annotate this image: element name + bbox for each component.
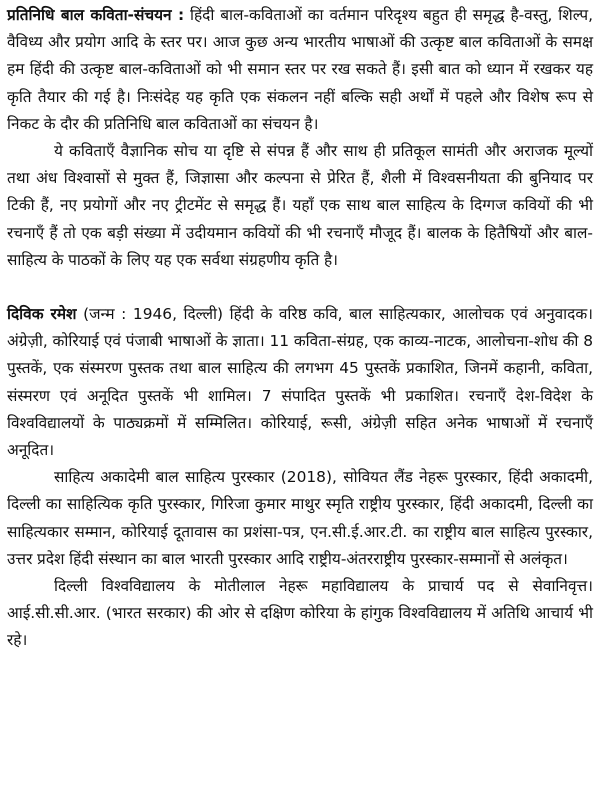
author-career-paragraph: दिल्ली विश्वविद्यालय के मोतीलाल नेहरू महाविद्यालय के प्राचार्य पद से सेवानिवृत्त। आई.सी.सी.आर. (भारत सरकार) की ओर से दक्षिण कोरिया के हांगुक विश्वविद्यालय में अतिथि आचार्य भी रहे। [7,577,593,650]
author-name: दिविक रमेश [7,305,77,324]
intro-paragraph [7,2,593,138]
intro-text: हिंदी बाल-कविताओं का वर्तमान परिदृश्य बहुत ही समृद्ध है-वस्तु, शिल्प, वैविध्य और प्रयोग आदि के स्तर पर। आज कुछ अन्य भारतीय भाषाओं की उत्कृष्ट बाल कविताओं के समक्ष हम हिंदी की उत्कृष्ट बाल-कविताओं को भी समान स्तर पर रख सकते हैं। इसी बात को ध्यान में रखकर यह कृति तैयार की गई है। निःसंदेह यह कृति एक संकलन नहीं बल्कि सही अर्थों में पहले और विशेष रूप से निकट के दौर की प्रतिनिधि बाल कविताओं का संचयन है। [7,6,593,133]
author-awards-paragraph: साहित्य अकादेमी बाल साहित्य पुरस्कार (2018), सोवियत लैंड नेहरू पुरस्कार, हिंदी अकादमी, दिल्ली का साहित्यिक कृति पुरस्कार, गिरिजा कुमार माथुर स्मृति राष्ट्रीय पुरस्कार, हिंदी अकादमी, दिल्ली का साहित्यकार सम्मान, कोरियाई दूतावास का प्रशंसा-पत्र, एन.सी.ई.आर.टी. का राष्ट्रीय बाल साहित्य पुरस्कार, उत्तर प्रदेश हिंदी संस्थान का बाल भारती पुरस्कार आदि राष्ट्रीय-अंतरराष्ट्रीय पुरस्कार-सम्मानों से अलंकृत। [7,468,593,568]
author-bio-text: (जन्म : 1946, दिल्ली) हिंदी के वरिष्ठ कवि, बाल साहित्यकार, आलोचक एवं अनुवादक। अंग्रेज़ी, कोरियाई एवं पंजाबी भाषाओं के ज्ञाता। 11 कविता-संग्रह, एक काव्य-नाटक, आलोचना-शोध की 8 पुस्तकें, एक संस्मरण पुस्तक तथा बाल साहित्य की लगभग 45 पुस्तकें प्रकाशित, जिनमें कहानी, कविता, संस्मरण एवं अनूदित पुस्तकें भी शामिल। 7 संपादित पुस्तकें भी प्रकाशित। रचनाएँ देश-विदेश के विश्वविद्यालयों के पाठ्यक्रमों में सम्मिलित। कोरियाई, रूसी, अंग्रेज़ी सहित अनेक भाषाओं में रचनाएँ अनूदित। [7,305,593,460]
author-bio-paragraph [7,301,593,464]
intro-paragraph-2: ये कविताएँ वैज्ञानिक सोच या दृष्टि से संपन्न हैं और साथ ही प्रतिकूल सामंती और अराजक मूल्यों तथा अंध विश्वासों से मुक्त हैं, जिज्ञासा और कल्पना से प्रेरित हैं, शैली में विश्वसनीयता की बुनियाद पर टिकी हैं, नए प्रयोगों और नए ट्रीटमेंट से समृद्ध हैं। यहाँ एक साथ बाल साहित्य के दिग्गज कवियों की भी रचनाएँ हैं तो एक बड़ी संख्या में उदीयमान कवियों की भी रचनाएँ मौजूद हैं। बालक के हितैषियों और बाल-साहित्य के पाठकों के लिए यह एक सर्वथा संग्रहणीय कृति है। [7,142,593,269]
intro-heading: प्रतिनिधि बाल कविता-संचयन : [7,6,185,24]
